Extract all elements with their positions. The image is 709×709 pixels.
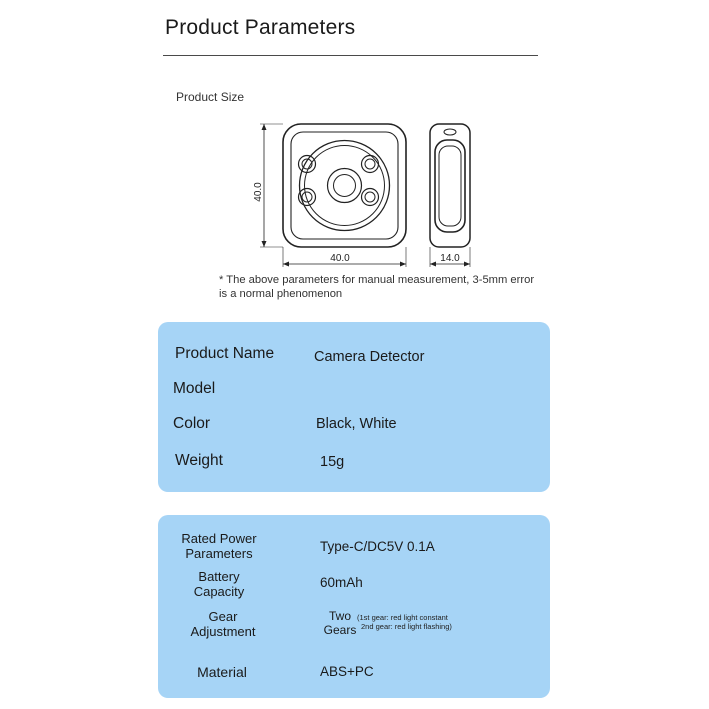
weight-value: 15g <box>320 454 345 470</box>
gear-note-2: 2nd gear: red light flashing) <box>361 622 452 631</box>
depth-arrow-left <box>430 262 436 267</box>
gear-adjustment-value: Two Gears <box>323 609 357 637</box>
front-view-ring-inner <box>305 146 385 226</box>
width-arrow-left <box>283 262 289 267</box>
battery-capacity-value: 60mAh <box>320 575 363 590</box>
gear-adjustment-label: Gear Adjustment <box>190 609 256 639</box>
side-view-outline <box>430 124 470 247</box>
color-value: Black, White <box>316 416 397 432</box>
basic-specs-panel <box>158 322 550 492</box>
width-dimension-text: 40.0 <box>330 253 350 264</box>
center-lens-inner <box>334 175 356 197</box>
front-view-inner-outline <box>291 132 398 239</box>
color-label: Color <box>173 415 211 432</box>
height-arrow-bottom <box>262 241 267 247</box>
product-name-value: Camera Detector <box>314 349 425 365</box>
material-label: Material <box>197 664 247 680</box>
page-title: Product Parameters <box>165 16 356 39</box>
power-specs-panel <box>158 515 550 698</box>
led-top-left <box>299 156 316 173</box>
led-bottom-right <box>362 189 379 206</box>
rated-power-value: Type-C/DC5V 0.1A <box>320 539 435 554</box>
rated-power-label: Rated Power Parameters <box>181 531 257 561</box>
depth-dimension-text: 14.0 <box>440 253 460 264</box>
side-view-slot-inner <box>439 146 461 226</box>
product-size-label: Product Size <box>176 90 245 104</box>
height-dimension-text: 40.0 <box>253 182 264 202</box>
product-name-label: Product Name <box>175 345 275 362</box>
weight-label: Weight <box>175 452 223 469</box>
led-bottom-right-inner <box>365 192 375 202</box>
center-lens-outer <box>328 169 362 203</box>
product-dimension-diagram <box>240 112 480 272</box>
gear-note-1: (1st gear: red light constant <box>357 613 448 622</box>
model-label: Model <box>173 380 216 397</box>
front-view-ring-outer <box>300 141 390 231</box>
height-arrow-top <box>262 124 267 130</box>
measurement-note: * The above parameters for manual measurement, 3-5mm error is a normal phenomenon <box>219 274 535 300</box>
battery-capacity-label: Battery Capacity <box>193 569 245 599</box>
front-view-outline <box>283 124 406 247</box>
material-value: ABS+PC <box>320 664 374 679</box>
width-arrow-right <box>400 262 406 267</box>
depth-arrow-right <box>464 262 470 267</box>
title-divider <box>163 55 538 56</box>
side-view-port <box>444 129 456 135</box>
led-top-right-inner <box>365 159 375 169</box>
led-top-right <box>362 156 379 173</box>
